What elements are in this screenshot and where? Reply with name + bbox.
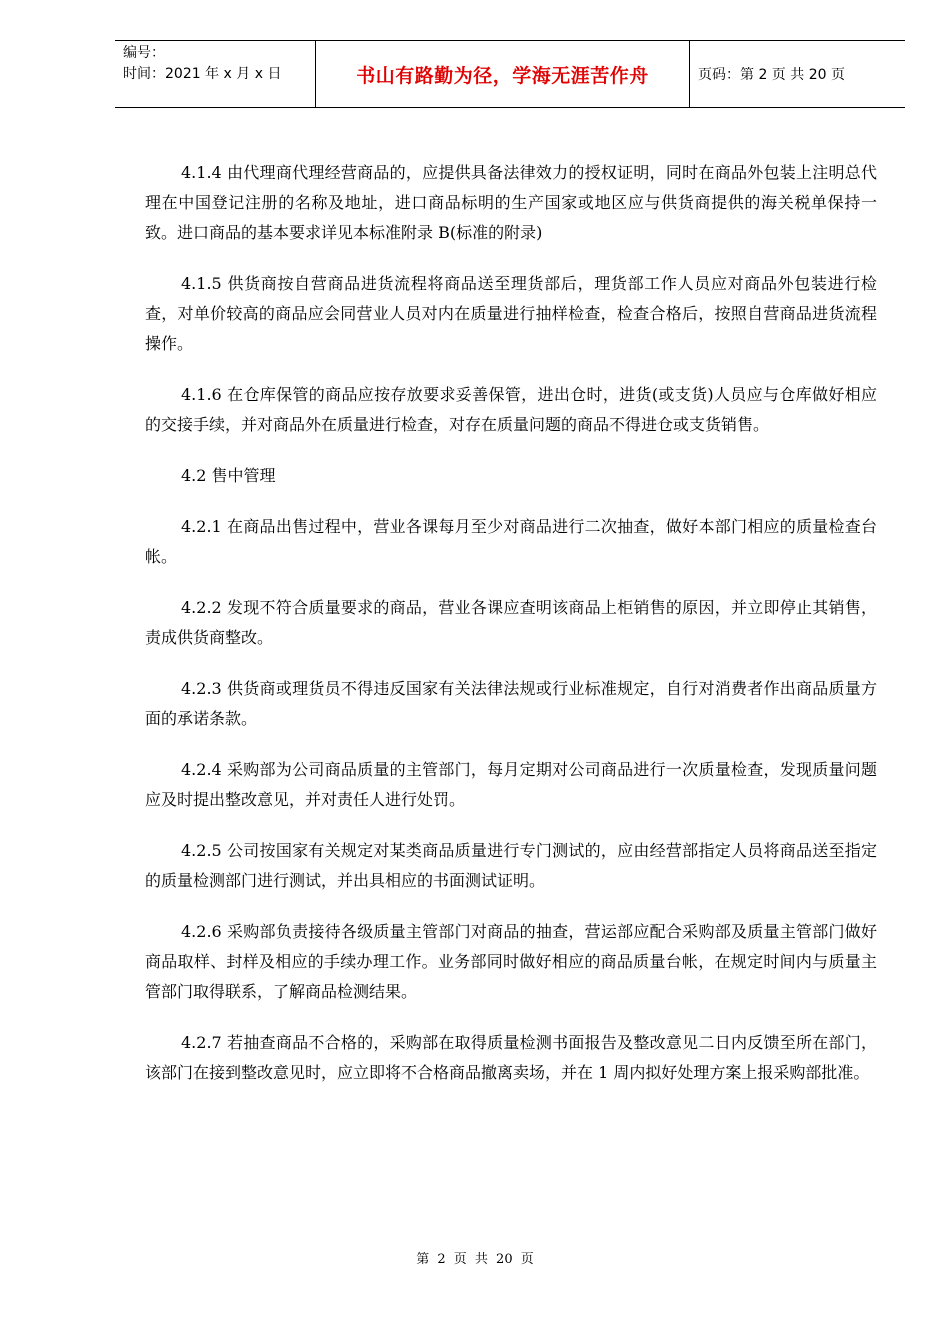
header-motto: 书山有路勤为径，学海无涯苦作舟 [356,64,649,87]
paragraph-4-1-4: 4.1.4 由代理商代理经营商品的，应提供具备法律效力的授权证明，同时在商品外包装上注明总代理在中国登记注册的名称及地址，进口商品标明的生产国家或地区应与供货商提供的海关税单保持一致。进口商品的基本要求详见本标准附录 B(标准的附录) [145,163,877,242]
paragraph-4-1-6: 4.1.6 在仓库保管的商品应按存放要求妥善保管，进出仓时，进货(或支货)人员应与仓库做好相应的交接手续，并对商品外在质量进行检查，对存在质量问题的商品不得进仓或支货销售。 [145,385,877,434]
document-body [145,158,877,1109]
paragraph-4-2-2: 4.2.2 发现不符合质量要求的商品，营业各课应查明该商品上柜销售的原因，并立即停止其销售，责成供货商整改。 [145,598,877,647]
paragraph-4-2-1: 4.2.1 在商品出售过程中，营业各课每月至少对商品进行二次抽查，做好本部门相应的质量检查台帐。 [145,517,877,566]
page-header [115,40,905,108]
paragraph-4-2-4: 4.2.4 采购部为公司商品质量的主管部门，每月定期对公司商品进行一次质量检查，发现质量问题应及时提出整改意见，并对责任人进行处罚。 [145,760,877,809]
header-page-cell [690,41,905,107]
paragraph-4-1-5: 4.1.5 供货商按自营商品进货流程将商品送至理货部后，理货部工作人员应对商品外包装进行检查，对单价较高的商品应会同营业人员对内在质量进行抽样检查，检查合格后，按照自营商品进货流程操作。 [145,274,877,353]
paragraph-4-2-5: 4.2.5 公司按国家有关规定对某类商品质量进行专门测试的，应由经营部指定人员将商品送至指定的质量检测部门进行测试，并出具相应的书面测试证明。 [145,841,877,890]
header-meta-cell [115,41,316,107]
paragraph-4-2-3: 4.2.3 供货商或理货员不得违反国家有关法律法规或行业标准规定，自行对消费者作出商品质量方面的承诺条款。 [145,679,877,728]
paragraph-4-2-6: 4.2.6 采购部负责接待各级质量主管部门对商品的抽查，营运部应配合采购部及质量主管部门做好商品取样、封样及相应的手续办理工作。业务部同时做好相应的商品质量台帐，在规定时间内与质量主管部门取得联系，了解商品检测结果。 [145,922,877,1001]
header-page-info: 页码：第 2 页 共 20 页 [698,67,845,83]
footer-page-number: 第 2 页 共 20 页 [416,1252,534,1267]
header-motto-cell [316,41,690,107]
document-date-label: 时间：2021 年 x 月 x 日 [123,66,282,82]
paragraph-4-2-7: 4.2.7 若抽查商品不合格的，采购部在取得质量检测书面报告及整改意见二日内反馈至所在部门，该部门在接到整改意见时，应立即将不合格商品撤离卖场，并在 1 周内拟好处理方案上报采购部批准。 [145,1033,877,1082]
section-heading-4-2: 4.2 售中管理 [181,466,276,485]
page-footer [0,1248,950,1267]
document-number-label: 编号： [123,45,165,61]
